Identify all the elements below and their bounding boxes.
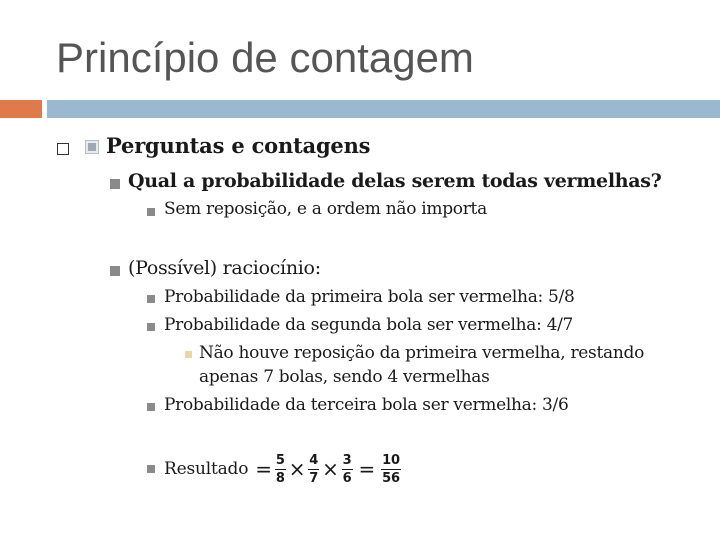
- bullet-square-icon: [110, 266, 120, 276]
- fraction-third: [342, 454, 353, 485]
- condition-text: Sem reposição, e a ordem não importa: [164, 199, 487, 219]
- bullet-square-icon: [147, 465, 155, 473]
- fraction-denominator: 56: [382, 470, 400, 486]
- bullet-square-icon: [147, 295, 155, 303]
- fraction-second: [308, 454, 319, 485]
- result-equation: [164, 448, 403, 490]
- fraction-first: [275, 454, 286, 485]
- bullet-square-icon: [147, 323, 155, 331]
- outline-heading: Perguntas e contagens: [106, 133, 371, 158]
- probability-second-text: Probabilidade da segunda bola ser vermelha: 4/7: [164, 315, 574, 335]
- equals-sign: =: [255, 457, 272, 481]
- fraction-denominator: 7: [309, 470, 319, 486]
- fraction-denominator: 8: [275, 470, 285, 486]
- accent-bar: [0, 100, 42, 118]
- bullet-square-icon: [185, 351, 192, 358]
- probability-third-text: Probabilidade da terceira bola ser vermelha: 3/6: [164, 395, 569, 415]
- fraction-answer: [381, 454, 401, 485]
- result-label: Resultado: [164, 459, 249, 479]
- bullet-square-icon: [110, 179, 120, 189]
- outline-checkbox-icon: [57, 143, 69, 155]
- fraction-numerator: 4: [309, 452, 319, 468]
- note-line-2: apenas 7 bolas, sendo 4 vermelhas: [199, 367, 490, 387]
- probability-first-text: Probabilidade da primeira bola ser vermelha: 5/8: [164, 287, 575, 307]
- framed-square-bullet-icon: [86, 141, 98, 153]
- fraction-numerator: 5: [275, 452, 285, 468]
- question-text: Qual a probabilidade delas serem todas vermelhas?: [128, 170, 662, 192]
- times-sign: ×: [288, 457, 306, 481]
- bullet-square-icon: [147, 208, 155, 216]
- fraction-denominator: 6: [342, 470, 352, 486]
- slide-title: Princípio de contagem: [56, 34, 474, 81]
- fraction-numerator: 10: [382, 452, 400, 468]
- reasoning-heading: (Possível) raciocínio:: [128, 257, 321, 279]
- fraction-numerator: 3: [342, 452, 352, 468]
- bullet-square-icon: [147, 403, 155, 411]
- times-sign: ×: [322, 457, 339, 481]
- header-bar: [47, 100, 720, 118]
- note-line-1: Não houve reposição da primeira vermelha, restando: [199, 343, 645, 363]
- equals-sign: =: [358, 457, 376, 481]
